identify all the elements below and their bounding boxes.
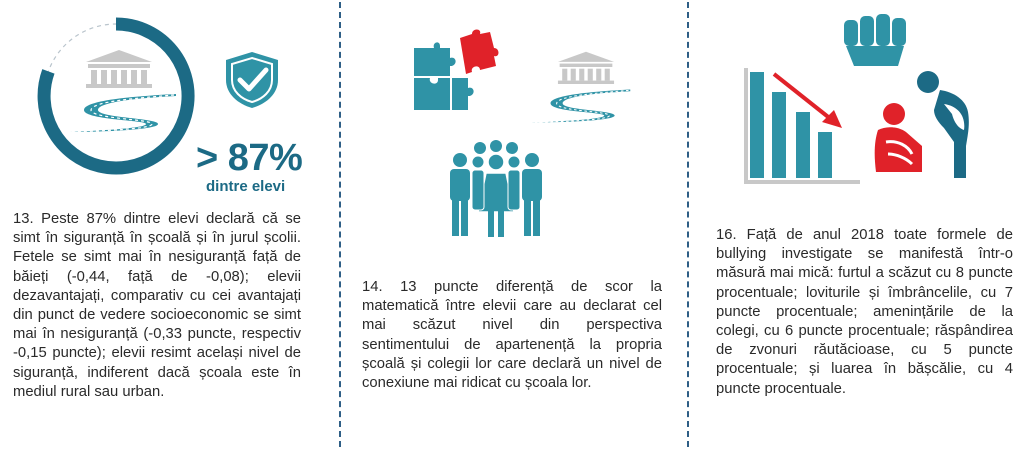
student-group-icon xyxy=(446,140,546,240)
bullied-child-icon xyxy=(872,102,934,174)
panel-safety-text: 13. Peste 87% dintre elevi declară că se simt în siguranță în școală și în jurul școlii. Fetele se simt mai în nesiguranță față de băieți (-0,44, față de -0,08); elevii dezavantajați, comparativ cu cei avantajați din punct de vedere socioeconomic se simt mai în nesiguranță (-0,33 puncte, respectiv -0,15 puncte); elevii resimt același nivel de siguranță, indiferent dacă școala este în mediul rural sau urban. xyxy=(13,211,301,400)
stat-label: dintre elevi xyxy=(206,178,286,195)
school-building-icon xyxy=(84,48,154,88)
road-icon xyxy=(528,86,632,126)
panel-divider-right xyxy=(687,2,689,447)
panel-divider-left xyxy=(339,2,341,447)
fist-icon xyxy=(840,10,910,68)
puzzle-icon xyxy=(410,30,500,114)
road-icon xyxy=(58,92,178,134)
panel-belonging-text: 14. 13 puncte diferență de scor la matematică între elevii care au declarat cel mai scăzut nivel din perspectiva sentimentului de apartenență la propria școală și colegii lor care declară un nivel de conexiune mai ridicat cu școala lor. xyxy=(362,279,662,392)
school-building-icon xyxy=(556,50,616,84)
declining-bar-chart-icon xyxy=(744,68,862,186)
stat-value: > 87% xyxy=(196,137,303,179)
shield-check-icon xyxy=(224,50,280,110)
panel-bullying-text: 16. Față de anul 2018 toate formele de bullying investigate se manifestă într-o măsură mai mică: furtul a scăzut cu 8 puncte procentuale; loviturile și îmbrâncelile, cu 7 puncte procentuale; amenințările de la colegi, cu 6 puncte procentuale; răspândirea de zvonuri răutăcioase, cu 5 puncte procentuale; și luarea în bășcălie, cu 4 puncte procentuale. xyxy=(716,227,1013,397)
